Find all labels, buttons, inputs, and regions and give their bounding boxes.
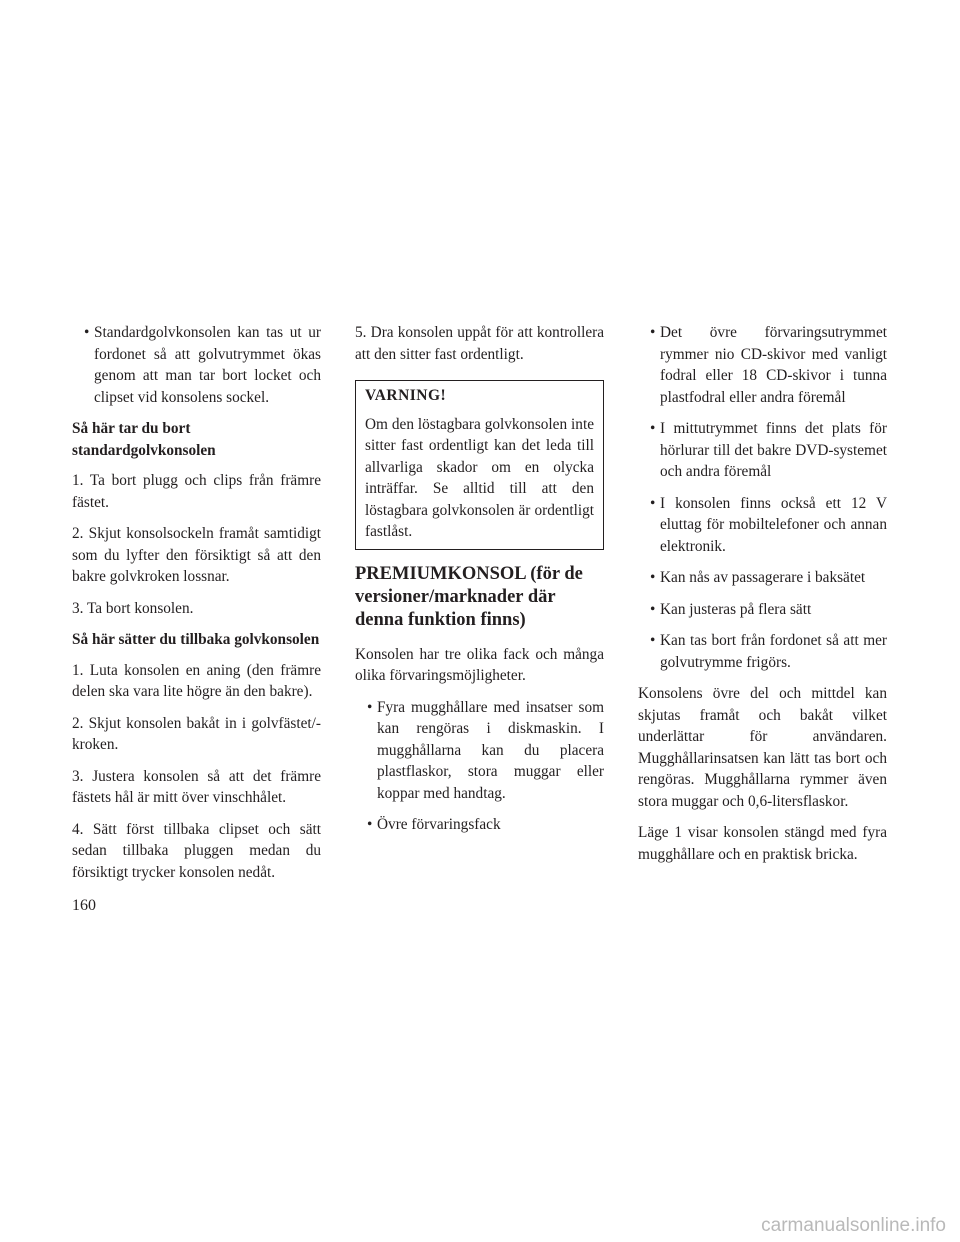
list-item: • Kan justeras på flera sätt: [638, 599, 887, 621]
install-step-4: 4. Sätt först tillbaka clipset och sätt sedan tillbaka pluggen medan du försiktigt trycker konsolen nedåt.: [72, 820, 321, 881]
section-heading: PREMIUMKONSOL (för de versioner/marknader där denna funktion finns): [355, 563, 583, 630]
bullet-icon: •: [367, 816, 373, 833]
list-item: • Kan nås av passagerare i baksätet: [638, 567, 887, 589]
paragraph: Läge 1 visar konsolen stängd med fyra mugghållare och en praktisk bricka.: [638, 824, 887, 863]
bullet-icon: •: [650, 420, 656, 437]
bullet-icon: •: [650, 324, 656, 341]
warning-box: [355, 380, 604, 550]
paragraph: Konsolens övre del och mittdel kan skjutas framåt och bakåt vilket underlättar för användaren. Mugghållarinsatsen kan lätt tas bort och rengöras. Mugghållarna rymmer även stora muggar och 0,6-litersflaskor.: [638, 685, 887, 810]
remove-step-2: 2. Skjut konsolsockeln framåt samtidigt som du lyfter den försiktigt så att den bakre golvkroken lossnar.: [72, 525, 321, 585]
column-1: [72, 322, 321, 893]
list-item: • I konsolen finns också ett 12 V eluttag för mobiltelefoner och annan elektronik.: [650, 494, 887, 555]
bullet-icon: •: [650, 600, 656, 618]
section-intro: Konsolen har tre olika fack och många olika förvaringsmöjligheter.: [355, 645, 604, 684]
bullet-icon: •: [650, 569, 656, 586]
install-step-2: 2. Skjut konsolen bakåt in i golvfästet/-kroken.: [72, 714, 321, 753]
list-item: • Kan tas bort från fordonet så att mer golvutrymme frigörs.: [650, 632, 887, 671]
bullet-icon: •: [650, 632, 656, 649]
remove-console-heading: Så här tar du bort standardgolvkonsolen: [72, 420, 216, 459]
remove-step-1: 1. Ta bort plugg och clips från främre fästet.: [72, 472, 321, 511]
bullet-icon: •: [367, 698, 373, 716]
remove-step-3: 3. Ta bort konsolen.: [72, 599, 194, 617]
column-3: [638, 322, 887, 875]
page-number: 160: [72, 897, 96, 914]
warning-text: Om den löstagbara golvkonsolen inte sitter fast ordentligt kan det leda till allvarliga skador om en olycka inträffar. Se alltid till att den löstagbara golvkonsolen är ordentligt fastlåst.: [365, 415, 594, 540]
install-step-5: 5. Dra konsolen uppåt för att kontrollera att den sitter fast ordentligt.: [355, 324, 604, 363]
bullet-icon: •: [650, 494, 656, 512]
list-item: • Det övre förvaringsutrymmet rymmer nio CD-skivor med vanligt fodral eller 18 CD-skivor i tunna plastfodral eller andra föremål: [650, 324, 887, 406]
column-2: [355, 322, 604, 846]
bullet-icon: •: [84, 324, 90, 341]
install-console-heading: Så här sätter du tillbaka golvkonsolen: [72, 631, 320, 648]
warning-title: VARNING!: [365, 387, 447, 404]
install-step-3: 3. Justera konsolen så att det främre fästets hål är mitt över vinschhålet.: [72, 767, 321, 806]
list-item: • I mittutrymmet finns det plats för hörlurar till det bakre DVD-systemet och andra föremål: [650, 420, 887, 480]
install-step-1: 1. Luta konsolen en aning (den främre delen ska vara lite högre än den bakre).: [72, 661, 321, 700]
list-item: • Övre förvaringsfack: [355, 814, 604, 836]
watermark: carmanualsonline.info: [761, 1214, 946, 1236]
list-item: • Standardgolvkonsolen kan tas ut ur fordonet så att golvutrymmet ökas genom att man tar bort locket och clipset vid konsolens sockel.: [84, 324, 321, 406]
list-item: • Fyra mugghållare med insatser som kan rengöras i diskmaskin. I mugghållarna kan du placera plastflaskor, stora muggar eller koppar med handtag.: [367, 698, 604, 802]
